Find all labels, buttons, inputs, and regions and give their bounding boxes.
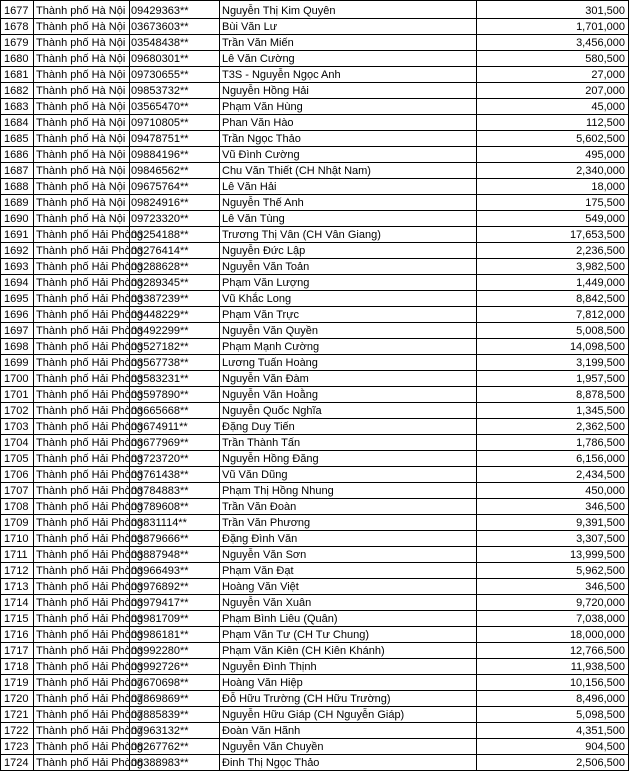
table-row[interactable] — [1, 643, 629, 659]
amount-cell[interactable]: 346,500 — [477, 499, 629, 515]
table-row[interactable] — [1, 195, 629, 211]
amount-cell[interactable]: 2,236,500 — [477, 243, 629, 259]
row-number-cell[interactable]: 1700 — [1, 371, 34, 387]
table-row[interactable] — [1, 387, 629, 403]
phone-cell[interactable]: 03289345** — [130, 275, 220, 291]
row-number-cell[interactable]: 1708 — [1, 499, 34, 515]
amount-cell[interactable]: 1,345,500 — [477, 403, 629, 419]
city-cell[interactable]: Thành phố Hải Phòng — [34, 307, 130, 323]
city-cell[interactable]: Thành phố Hải Phòng — [34, 323, 130, 339]
amount-cell[interactable]: 6,156,000 — [477, 451, 629, 467]
amount-cell[interactable]: 495,000 — [477, 147, 629, 163]
amount-cell[interactable]: 112,500 — [477, 115, 629, 131]
table-row[interactable] — [1, 35, 629, 51]
row-number-cell[interactable]: 1680 — [1, 51, 34, 67]
city-cell[interactable]: Thành phố Hà Nội — [34, 147, 130, 163]
city-cell[interactable]: Thành phố Hải Phòng — [34, 291, 130, 307]
phone-cell[interactable]: 03674911** — [130, 419, 220, 435]
phone-cell[interactable]: 09478751** — [130, 131, 220, 147]
phone-cell[interactable]: 09824916** — [130, 195, 220, 211]
city-cell[interactable]: Thành phố Hải Phòng — [34, 483, 130, 499]
name-cell[interactable]: Nguyễn Hồng Hải — [220, 83, 477, 99]
table-row[interactable] — [1, 307, 629, 323]
city-cell[interactable]: Thành phố Hải Phòng — [34, 227, 130, 243]
row-number-cell[interactable]: 1701 — [1, 387, 34, 403]
row-number-cell[interactable]: 1695 — [1, 291, 34, 307]
amount-cell[interactable]: 2,362,500 — [477, 419, 629, 435]
name-cell[interactable]: Phạm Mạnh Cường — [220, 339, 477, 355]
phone-cell[interactable]: 09675764** — [130, 179, 220, 195]
phone-cell[interactable]: 03761438** — [130, 467, 220, 483]
amount-cell[interactable]: 11,938,500 — [477, 659, 629, 675]
name-cell[interactable]: Nguyễn Hồng Đăng — [220, 451, 477, 467]
name-cell[interactable]: Trương Thị Vân (CH Vân Giang) — [220, 227, 477, 243]
amount-cell[interactable]: 8,842,500 — [477, 291, 629, 307]
name-cell[interactable]: Nguyễn Văn Toản — [220, 259, 477, 275]
table-row[interactable] — [1, 51, 629, 67]
name-cell[interactable]: Lương Tuấn Hoàng — [220, 355, 477, 371]
phone-cell[interactable]: 07869869** — [130, 691, 220, 707]
phone-cell[interactable]: 03966493** — [130, 563, 220, 579]
amount-cell[interactable]: 1,786,500 — [477, 435, 629, 451]
phone-cell[interactable]: 09723320** — [130, 211, 220, 227]
phone-cell[interactable]: 09710805** — [130, 115, 220, 131]
amount-cell[interactable]: 8,878,500 — [477, 387, 629, 403]
city-cell[interactable]: Thành phố Hải Phòng — [34, 723, 130, 739]
name-cell[interactable]: Nguyễn Hữu Giáp (CH Nguyễn Giáp) — [220, 707, 477, 723]
city-cell[interactable]: Thành phố Hà Nội — [34, 51, 130, 67]
name-cell[interactable]: Hoàng Văn Hiệp — [220, 675, 477, 691]
table-row[interactable] — [1, 755, 629, 771]
row-number-cell[interactable]: 1696 — [1, 307, 34, 323]
city-cell[interactable]: Thành phố Hà Nội — [34, 1, 130, 19]
phone-cell[interactable]: 03597890** — [130, 387, 220, 403]
name-cell[interactable]: Vũ Đình Cường — [220, 147, 477, 163]
table-row[interactable] — [1, 563, 629, 579]
amount-cell[interactable]: 2,340,000 — [477, 163, 629, 179]
name-cell[interactable]: Bùi Văn Lư — [220, 19, 477, 35]
name-cell[interactable]: Nguyễn Đình Thịnh — [220, 659, 477, 675]
amount-cell[interactable]: 301,500 — [477, 1, 629, 19]
table-row[interactable] — [1, 67, 629, 83]
table-row[interactable] — [1, 467, 629, 483]
phone-cell[interactable]: 03981709** — [130, 611, 220, 627]
table-row[interactable] — [1, 1, 629, 19]
amount-cell[interactable]: 5,098,500 — [477, 707, 629, 723]
city-cell[interactable]: Thành phố Hà Nội — [34, 99, 130, 115]
phone-cell[interactable]: 03784883** — [130, 483, 220, 499]
row-number-cell[interactable]: 1717 — [1, 643, 34, 659]
row-number-cell[interactable]: 1690 — [1, 211, 34, 227]
amount-cell[interactable]: 45,000 — [477, 99, 629, 115]
name-cell[interactable]: Vũ Khắc Long — [220, 291, 477, 307]
phone-cell[interactable]: 03448229** — [130, 307, 220, 323]
city-cell[interactable]: Thành phố Hải Phòng — [34, 355, 130, 371]
name-cell[interactable]: Phạm Văn Lượng — [220, 275, 477, 291]
amount-cell[interactable]: 9,391,500 — [477, 515, 629, 531]
table-row[interactable] — [1, 115, 629, 131]
city-cell[interactable]: Thành phố Hải Phòng — [34, 611, 130, 627]
phone-cell[interactable]: 08267762** — [130, 739, 220, 755]
table-row[interactable] — [1, 451, 629, 467]
table-row[interactable] — [1, 355, 629, 371]
table-row[interactable] — [1, 547, 629, 563]
table-row[interactable] — [1, 179, 629, 195]
name-cell[interactable]: Phạm Văn Hùng — [220, 99, 477, 115]
row-number-cell[interactable]: 1718 — [1, 659, 34, 675]
row-number-cell[interactable]: 1716 — [1, 627, 34, 643]
name-cell[interactable]: Nguyễn Thế Anh — [220, 195, 477, 211]
phone-cell[interactable]: 03387239** — [130, 291, 220, 307]
phone-cell[interactable]: 03254188** — [130, 227, 220, 243]
city-cell[interactable]: Thành phố Hà Nội — [34, 83, 130, 99]
city-cell[interactable]: Thành phố Hải Phòng — [34, 547, 130, 563]
row-number-cell[interactable]: 1691 — [1, 227, 34, 243]
table-row[interactable] — [1, 227, 629, 243]
row-number-cell[interactable]: 1712 — [1, 563, 34, 579]
name-cell[interactable]: Lê Văn Cường — [220, 51, 477, 67]
name-cell[interactable]: Nguyễn Văn Chuyền — [220, 739, 477, 755]
phone-cell[interactable]: 09846562** — [130, 163, 220, 179]
row-number-cell[interactable]: 1689 — [1, 195, 34, 211]
table-row[interactable] — [1, 723, 629, 739]
table-row[interactable] — [1, 435, 629, 451]
table-row[interactable] — [1, 323, 629, 339]
phone-cell[interactable]: 07670698** — [130, 675, 220, 691]
name-cell[interactable]: Đặng Đình Văn — [220, 531, 477, 547]
phone-cell[interactable]: 09853732** — [130, 83, 220, 99]
phone-cell[interactable]: 03565470** — [130, 99, 220, 115]
city-cell[interactable]: Thành phố Hải Phòng — [34, 563, 130, 579]
phone-cell[interactable]: 03723720** — [130, 451, 220, 467]
phone-cell[interactable]: 08388983** — [130, 755, 220, 771]
amount-cell[interactable]: 2,506,500 — [477, 755, 629, 771]
table-row[interactable] — [1, 147, 629, 163]
row-number-cell[interactable]: 1679 — [1, 35, 34, 51]
table-row[interactable] — [1, 627, 629, 643]
amount-cell[interactable]: 5,602,500 — [477, 131, 629, 147]
table-row[interactable] — [1, 275, 629, 291]
name-cell[interactable]: Trần Văn Miến — [220, 35, 477, 51]
amount-cell[interactable]: 549,000 — [477, 211, 629, 227]
phone-cell[interactable]: 03879666** — [130, 531, 220, 547]
name-cell[interactable]: Nguyễn Văn Đàm — [220, 371, 477, 387]
amount-cell[interactable]: 450,000 — [477, 483, 629, 499]
city-cell[interactable]: Thành phố Hải Phòng — [34, 451, 130, 467]
phone-cell[interactable]: 03673603** — [130, 19, 220, 35]
table-row[interactable] — [1, 339, 629, 355]
table-row[interactable] — [1, 163, 629, 179]
name-cell[interactable]: Phạm Văn Trực — [220, 307, 477, 323]
table-row[interactable] — [1, 243, 629, 259]
row-number-cell[interactable]: 1723 — [1, 739, 34, 755]
name-cell[interactable]: Trần Văn Phương — [220, 515, 477, 531]
row-number-cell[interactable]: 1683 — [1, 99, 34, 115]
row-number-cell[interactable]: 1688 — [1, 179, 34, 195]
row-number-cell[interactable]: 1706 — [1, 467, 34, 483]
city-cell[interactable]: Thành phố Hải Phòng — [34, 579, 130, 595]
phone-cell[interactable]: 03288628** — [130, 259, 220, 275]
name-cell[interactable]: Đặng Duy Tiến — [220, 419, 477, 435]
name-cell[interactable]: Nguyễn Văn Xuân — [220, 595, 477, 611]
city-cell[interactable]: Thành phố Hải Phòng — [34, 707, 130, 723]
row-number-cell[interactable]: 1693 — [1, 259, 34, 275]
amount-cell[interactable]: 14,098,500 — [477, 339, 629, 355]
table-row[interactable] — [1, 707, 629, 723]
name-cell[interactable]: Nguyễn Đức Lập — [220, 243, 477, 259]
row-number-cell[interactable]: 1710 — [1, 531, 34, 547]
phone-cell[interactable]: 03789608** — [130, 499, 220, 515]
table-row[interactable] — [1, 211, 629, 227]
phone-cell[interactable]: 03276414** — [130, 243, 220, 259]
city-cell[interactable]: Thành phố Hải Phòng — [34, 691, 130, 707]
city-cell[interactable]: Thành phố Hà Nội — [34, 179, 130, 195]
table-row[interactable] — [1, 691, 629, 707]
name-cell[interactable]: Lê Văn Tùng — [220, 211, 477, 227]
city-cell[interactable]: Thành phố Hà Nội — [34, 131, 130, 147]
row-number-cell[interactable]: 1719 — [1, 675, 34, 691]
amount-cell[interactable]: 207,000 — [477, 83, 629, 99]
name-cell[interactable]: Phạm Văn Đạt — [220, 563, 477, 579]
table-row[interactable] — [1, 595, 629, 611]
row-number-cell[interactable]: 1684 — [1, 115, 34, 131]
name-cell[interactable]: Phạm Bình Liêu (Quân) — [220, 611, 477, 627]
city-cell[interactable]: Thành phố Hải Phòng — [34, 387, 130, 403]
name-cell[interactable]: Đinh Thị Ngọc Thảo — [220, 755, 477, 771]
table-row[interactable] — [1, 403, 629, 419]
amount-cell[interactable]: 18,000,000 — [477, 627, 629, 643]
phone-cell[interactable]: 03976892** — [130, 579, 220, 595]
city-cell[interactable]: Thành phố Hà Nội — [34, 195, 130, 211]
city-cell[interactable]: Thành phố Hải Phòng — [34, 371, 130, 387]
amount-cell[interactable]: 2,434,500 — [477, 467, 629, 483]
row-number-cell[interactable]: 1694 — [1, 275, 34, 291]
name-cell[interactable]: Đoàn Văn Hãnh — [220, 723, 477, 739]
name-cell[interactable]: T3S - Nguyễn Ngọc Anh — [220, 67, 477, 83]
city-cell[interactable]: Thành phố Hải Phòng — [34, 339, 130, 355]
row-number-cell[interactable]: 1704 — [1, 435, 34, 451]
amount-cell[interactable]: 175,500 — [477, 195, 629, 211]
amount-cell[interactable]: 346,500 — [477, 579, 629, 595]
phone-cell[interactable]: 03677969** — [130, 435, 220, 451]
city-cell[interactable]: Thành phố Hải Phòng — [34, 643, 130, 659]
row-number-cell[interactable]: 1707 — [1, 483, 34, 499]
name-cell[interactable]: Trần Thành Tấn — [220, 435, 477, 451]
row-number-cell[interactable]: 1702 — [1, 403, 34, 419]
row-number-cell[interactable]: 1677 — [1, 1, 34, 19]
table-row[interactable] — [1, 739, 629, 755]
amount-cell[interactable]: 1,701,000 — [477, 19, 629, 35]
row-number-cell[interactable]: 1678 — [1, 19, 34, 35]
phone-cell[interactable]: 03992280** — [130, 643, 220, 659]
phone-cell[interactable]: 03992726** — [130, 659, 220, 675]
name-cell[interactable]: Chu Văn Thiết (CH Nhật Nam) — [220, 163, 477, 179]
row-number-cell[interactable]: 1709 — [1, 515, 34, 531]
city-cell[interactable]: Thành phố Hải Phòng — [34, 467, 130, 483]
row-number-cell[interactable]: 1724 — [1, 755, 34, 771]
phone-cell[interactable]: 09884196** — [130, 147, 220, 163]
name-cell[interactable]: Đỗ Hữu Trường (CH Hữu Trường) — [220, 691, 477, 707]
amount-cell[interactable]: 8,496,000 — [477, 691, 629, 707]
phone-cell[interactable]: 09680301** — [130, 51, 220, 67]
row-number-cell[interactable]: 1699 — [1, 355, 34, 371]
table-row[interactable] — [1, 419, 629, 435]
row-number-cell[interactable]: 1703 — [1, 419, 34, 435]
amount-cell[interactable]: 580,500 — [477, 51, 629, 67]
city-cell[interactable]: Thành phố Hải Phòng — [34, 627, 130, 643]
table-row[interactable] — [1, 531, 629, 547]
table-row[interactable] — [1, 675, 629, 691]
table-row[interactable] — [1, 483, 629, 499]
amount-cell[interactable]: 7,038,000 — [477, 611, 629, 627]
city-cell[interactable]: Thành phố Hải Phòng — [34, 499, 130, 515]
table-row[interactable] — [1, 99, 629, 115]
name-cell[interactable]: Lê Văn Hải — [220, 179, 477, 195]
row-number-cell[interactable]: 1715 — [1, 611, 34, 627]
name-cell[interactable]: Vũ Văn Dũng — [220, 467, 477, 483]
phone-cell[interactable]: 03887948** — [130, 547, 220, 563]
row-number-cell[interactable]: 1721 — [1, 707, 34, 723]
table-row[interactable] — [1, 131, 629, 147]
city-cell[interactable]: Thành phố Hà Nội — [34, 35, 130, 51]
phone-cell[interactable]: 07963132** — [130, 723, 220, 739]
phone-cell[interactable]: 03567738** — [130, 355, 220, 371]
table-row[interactable] — [1, 515, 629, 531]
row-number-cell[interactable]: 1713 — [1, 579, 34, 595]
table-row[interactable] — [1, 19, 629, 35]
city-cell[interactable]: Thành phố Hà Nội — [34, 163, 130, 179]
amount-cell[interactable]: 27,000 — [477, 67, 629, 83]
city-cell[interactable]: Thành phố Hà Nội — [34, 67, 130, 83]
name-cell[interactable]: Phạm Thị Hồng Nhung — [220, 483, 477, 499]
city-cell[interactable]: Thành phố Hải Phòng — [34, 739, 130, 755]
row-number-cell[interactable]: 1714 — [1, 595, 34, 611]
city-cell[interactable]: Thành phố Hà Nội — [34, 115, 130, 131]
table-row[interactable] — [1, 659, 629, 675]
city-cell[interactable]: Thành phố Hải Phòng — [34, 595, 130, 611]
city-cell[interactable]: Thành phố Hải Phòng — [34, 259, 130, 275]
phone-cell[interactable]: 07885839** — [130, 707, 220, 723]
city-cell[interactable]: Thành phố Hải Phòng — [34, 243, 130, 259]
amount-cell[interactable]: 3,307,500 — [477, 531, 629, 547]
row-number-cell[interactable]: 1685 — [1, 131, 34, 147]
row-number-cell[interactable]: 1711 — [1, 547, 34, 563]
table-body — [1, 1, 629, 771]
amount-cell[interactable]: 1,449,000 — [477, 275, 629, 291]
amount-cell[interactable]: 10,156,500 — [477, 675, 629, 691]
amount-cell[interactable]: 1,957,500 — [477, 371, 629, 387]
table-row[interactable] — [1, 83, 629, 99]
phone-cell[interactable]: 03583231** — [130, 371, 220, 387]
city-cell[interactable]: Thành phố Hải Phòng — [34, 403, 130, 419]
row-number-cell[interactable]: 1697 — [1, 323, 34, 339]
amount-cell[interactable]: 18,000 — [477, 179, 629, 195]
phone-cell[interactable]: 03831114** — [130, 515, 220, 531]
city-cell[interactable]: Thành phố Hải Phòng — [34, 755, 130, 771]
table-row[interactable] — [1, 499, 629, 515]
row-number-cell[interactable]: 1698 — [1, 339, 34, 355]
city-cell[interactable]: Thành phố Hải Phòng — [34, 659, 130, 675]
city-cell[interactable]: Thành phố Hải Phòng — [34, 419, 130, 435]
amount-cell[interactable]: 4,351,500 — [477, 723, 629, 739]
phone-cell[interactable]: 03548438** — [130, 35, 220, 51]
name-cell[interactable]: Nguyễn Văn Hoằng — [220, 387, 477, 403]
amount-cell[interactable]: 13,999,500 — [477, 547, 629, 563]
amount-cell[interactable]: 9,720,000 — [477, 595, 629, 611]
row-number-cell[interactable]: 1692 — [1, 243, 34, 259]
city-cell[interactable]: Thành phố Hải Phòng — [34, 275, 130, 291]
row-number-cell[interactable]: 1705 — [1, 451, 34, 467]
amount-cell[interactable]: 12,766,500 — [477, 643, 629, 659]
name-cell[interactable]: Nguyễn Văn Quyền — [220, 323, 477, 339]
name-cell[interactable]: Phan Văn Hào — [220, 115, 477, 131]
phone-cell[interactable]: 03665668** — [130, 403, 220, 419]
name-cell[interactable]: Nguyễn Văn Sơn — [220, 547, 477, 563]
city-cell[interactable]: Thành phố Hà Nội — [34, 19, 130, 35]
name-cell[interactable]: Trần Văn Đoàn — [220, 499, 477, 515]
phone-cell[interactable]: 09730655** — [130, 67, 220, 83]
city-cell[interactable]: Thành phố Hải Phòng — [34, 515, 130, 531]
row-number-cell[interactable]: 1722 — [1, 723, 34, 739]
table-row[interactable] — [1, 371, 629, 387]
table-row[interactable] — [1, 579, 629, 595]
row-number-cell[interactable]: 1687 — [1, 163, 34, 179]
name-cell[interactable]: Nguyễn Quốc Nghĩa — [220, 403, 477, 419]
table-row[interactable] — [1, 611, 629, 627]
phone-cell[interactable]: 03527182** — [130, 339, 220, 355]
phone-cell[interactable]: 03986181** — [130, 627, 220, 643]
row-number-cell[interactable]: 1682 — [1, 83, 34, 99]
table-row[interactable] — [1, 259, 629, 275]
row-number-cell[interactable]: 1720 — [1, 691, 34, 707]
phone-cell[interactable]: 03979417** — [130, 595, 220, 611]
amount-cell[interactable]: 3,982,500 — [477, 259, 629, 275]
city-cell[interactable]: Thành phố Hải Phòng — [34, 675, 130, 691]
table-row[interactable] — [1, 291, 629, 307]
row-number-cell[interactable]: 1686 — [1, 147, 34, 163]
phone-cell[interactable]: 03492299** — [130, 323, 220, 339]
amount-cell[interactable]: 3,456,000 — [477, 35, 629, 51]
city-cell[interactable]: Thành phố Hải Phòng — [34, 435, 130, 451]
phone-cell[interactable]: 09429363** — [130, 1, 220, 19]
name-cell[interactable]: Phạm Văn Tư (CH Tư Chung) — [220, 627, 477, 643]
name-cell[interactable]: Nguyễn Thị Kim Quyên — [220, 1, 477, 19]
city-cell[interactable]: Thành phố Hải Phòng — [34, 531, 130, 547]
amount-cell[interactable]: 5,008,500 — [477, 323, 629, 339]
row-number-cell[interactable]: 1681 — [1, 67, 34, 83]
amount-cell[interactable]: 5,962,500 — [477, 563, 629, 579]
name-cell[interactable]: Hoàng Văn Việt — [220, 579, 477, 595]
amount-cell[interactable]: 7,812,000 — [477, 307, 629, 323]
amount-cell[interactable]: 17,653,500 — [477, 227, 629, 243]
name-cell[interactable]: Trần Ngọc Thảo — [220, 131, 477, 147]
city-cell[interactable]: Thành phố Hà Nội — [34, 211, 130, 227]
name-cell[interactable]: Phạm Văn Kiên (CH Kiên Khánh) — [220, 643, 477, 659]
amount-cell[interactable]: 904,500 — [477, 739, 629, 755]
amount-cell[interactable]: 3,199,500 — [477, 355, 629, 371]
